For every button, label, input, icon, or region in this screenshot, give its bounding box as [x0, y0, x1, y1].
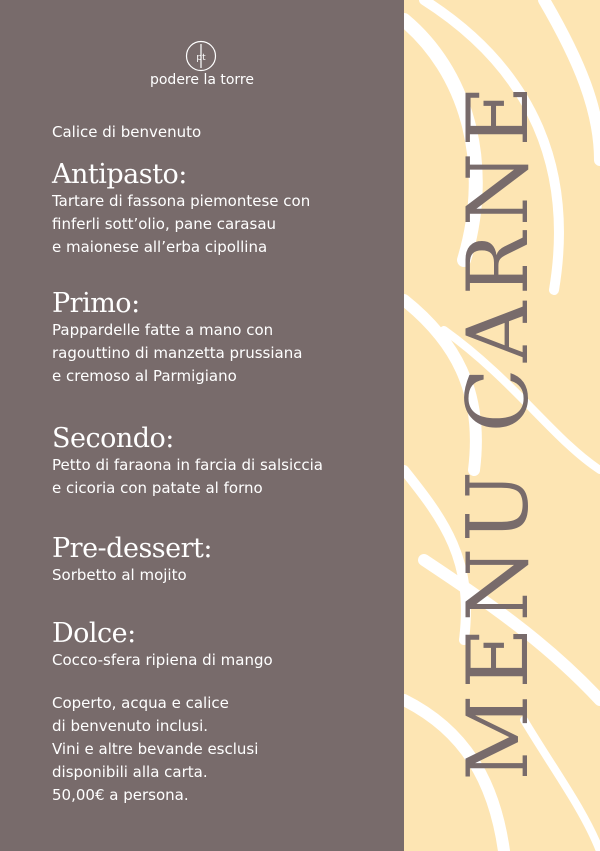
menu-title-text: MENU CARNE [449, 79, 547, 781]
course-title: Antipasto: [52, 159, 187, 190]
logo-mark-text: pt [196, 53, 206, 63]
course-secondo [52, 424, 392, 500]
course-dolce [52, 619, 392, 672]
course-description: Petto di faraona in farcia di salsiccia e cicoria con patate al forno [52, 456, 323, 497]
course-primo [52, 289, 392, 388]
course-description: Tartare di fassona piemontese con finferli sott’olio, pane carasau e maionese all’erba cipollina [52, 192, 311, 256]
brand-name: podere la torre [149, 72, 254, 88]
course-title: Dolce: [52, 618, 136, 649]
course-antipasto [52, 160, 392, 259]
price-note: Coperto, acqua e calice di benvenuto inclusi. Vini e altre bevande esclusi disponibili alla carta. 50,00€ a persona. [52, 694, 259, 804]
course-title: Pre-dessert: [52, 533, 212, 564]
course-pre-dessert [52, 534, 392, 587]
course-title: Secondo: [52, 423, 174, 454]
course-description: Cocco-sfera ripiena di mango [52, 651, 273, 669]
course-title: Primo: [52, 288, 140, 319]
logo-icon [185, 40, 217, 72]
welcome-line: Calice di benvenuto [52, 123, 202, 141]
course-description: Sorbetto al mojito [52, 566, 187, 584]
course-description: Pappardelle fatte a mano con ragouttino di manzetta prussiana e cremoso al Parmigiano [52, 321, 303, 385]
